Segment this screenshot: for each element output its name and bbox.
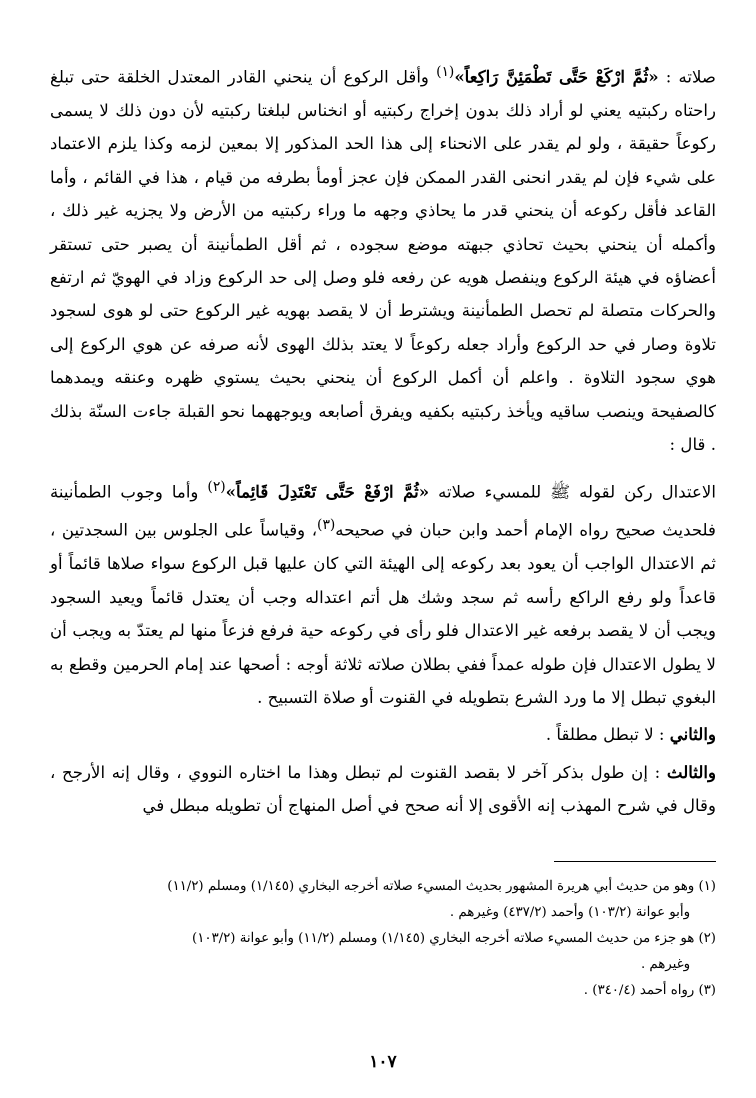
footnote-ref: (٢) bbox=[207, 479, 226, 496]
footnote-ref: (١) bbox=[436, 64, 455, 80]
paragraph-text: وأقل الركوع أن ينحني القادر المعتدل الخلقة حتى تبلغ راحتاه ركبتيه يعني لو أراد ذلك بدون إخراج ركبتيه أو انخناس لبلغتا ركبتيه لأن دون ذلك لا يسمى ركوعاً حقيقة ، ولو لم يقدر على الانحناء إلى هذا الحد المذكور إلا بمعين لزمه وكذا يلزم الاعتماد على شيء فإن لم يقدر انحنى القدر الممكن فإن عجز أومأ بطرفه من قيام ، هذا في القائم ، وأما القاعد فأقل ركوعه أن ينحني قدر ما يحاذي وجهه ما وراء ركبتيه من الأرض ولا يجزيه غير ذلك ، وأكمله أن ينحني بحيث تحاذي جبهته موضع سجوده ، ثم أقل الطمأنينة أن يصبر حتى تستقر أعضاؤه في هيئة الركوع وينفصل هويه عن رفعه فلو وصل إلى حد الركوع وزاد في الهويّ ثم ارتفع والحركات متصلة لم تحصل الطمأنينة ويشترط أن لا يقصد بهويه غير الركوع حتى لو هوى لسجود تلاوة وصار في حد الركوع وأراد جعله ركوعاً لا يعتد بذلك الهوى لأنه صرفه عن هوي الركوع إلى هوي سجود التلاوة . واعلم أن أكمل الركوع أن ينحني بحيث يستوي ظهره وعنقه ويمدهما كالصفيحة وينصب ساقيه ويأخذ ركبتيه بكفيه ويفرق أصابعه ويوجههما نحو القبلة جاءت السنّة بذلك . قال : bbox=[50, 67, 716, 454]
footnote-2-continued: وغيرهم . bbox=[640, 956, 690, 972]
footnote-2: (٢) هو جزء من حديث المسيء صلاته أخرجه البخاري (١/١٤٥) ومسلم (١١/٢) وأبو عوانة (١٠٣/٢) bbox=[192, 930, 716, 946]
footnote-3: (٣) رواه أحمد (٣٤٠/٤) . bbox=[583, 982, 716, 998]
page-number: ١٠٧ bbox=[369, 1052, 397, 1072]
footnotes bbox=[50, 874, 716, 1004]
footnote-1-continued: وأبو عوانة (١٠٣/٢) وأحمد (٤٣٧/٢) وغيرهم . bbox=[449, 904, 690, 920]
paragraph-text: : لا تبطل مطلقاً . bbox=[545, 725, 670, 745]
paragraph-prefix: الاعتدال ركن لقوله ﷺ للمسيء صلاته bbox=[429, 482, 716, 502]
view-label: والثالث bbox=[666, 761, 716, 782]
paragraph-second-view bbox=[50, 718, 716, 751]
document-page bbox=[50, 56, 716, 1086]
view-label: والثاني bbox=[669, 724, 716, 745]
main-text bbox=[50, 56, 716, 823]
paragraph-ruku bbox=[50, 56, 716, 461]
paragraph-itidal bbox=[50, 471, 716, 714]
hadith-quote: «ثُمَّ ارْفَعْ حَتَّى تَعْتَدِلَ قَائِماً» bbox=[225, 481, 430, 502]
hadith-quote: «ثُمَّ ارْكَعْ حَتَّى تَطْمَئِنَّ رَاكِعاً» bbox=[454, 66, 659, 87]
paragraph-text: : إن طول بذكر آخر لا بقصد القنوت لم تبطل وهذا ما اختاره النووي ، وقال إنه الأرجح ، وقال في شرح المهذب إنه الأقوى إلا أنه صحح في أصل المنهاج أن تطويله مبطل في bbox=[50, 762, 716, 816]
paragraph-text: وأما وجوب الطمأنينة فلحديث صحيح رواه الإمام أحمد وابن حبان في صحيحه bbox=[50, 482, 716, 540]
footnote-separator bbox=[554, 861, 716, 862]
paragraph-third-view bbox=[50, 756, 716, 823]
footnote-ref: (٣) bbox=[317, 517, 336, 534]
paragraph-prefix: صلاته : bbox=[658, 67, 716, 87]
paragraph-text: ، وقياساً على الجلوس بين السجدتين ، ثم الاعتدال الواجب أن يعود بعد ركوعه إلى الهيئة التي كان عليها قبل الركوع سواء صلاها قائماً أو قاعداً ولو رفع الراكع رأسه ثم سجد وشك هل أتم اعتداله وجب أن يعتدل قائماً ويعيد السجود ويجب أن لا يقصد برفعه غير الاعتدال فلو رأى في ركوعه حية فرفع فزعاً منها لم يعتدّ به ويجب أن لا يطول الاعتدال فإن طوله عمداً ففي بطلان صلاته ثلاثة أوجه : أصحها عند إمام الحرمين وقطع به البغوي تبطل إلا ما ورد الشرع بتطويله في القنوت أو صلاة التسبيح . bbox=[50, 520, 716, 707]
footnote-1: (١) وهو من حديث أبي هريرة المشهور بحديث المسيء صلاته أخرجه البخاري (١/١٤٥) ومسلم (١١/٢) bbox=[167, 878, 716, 894]
